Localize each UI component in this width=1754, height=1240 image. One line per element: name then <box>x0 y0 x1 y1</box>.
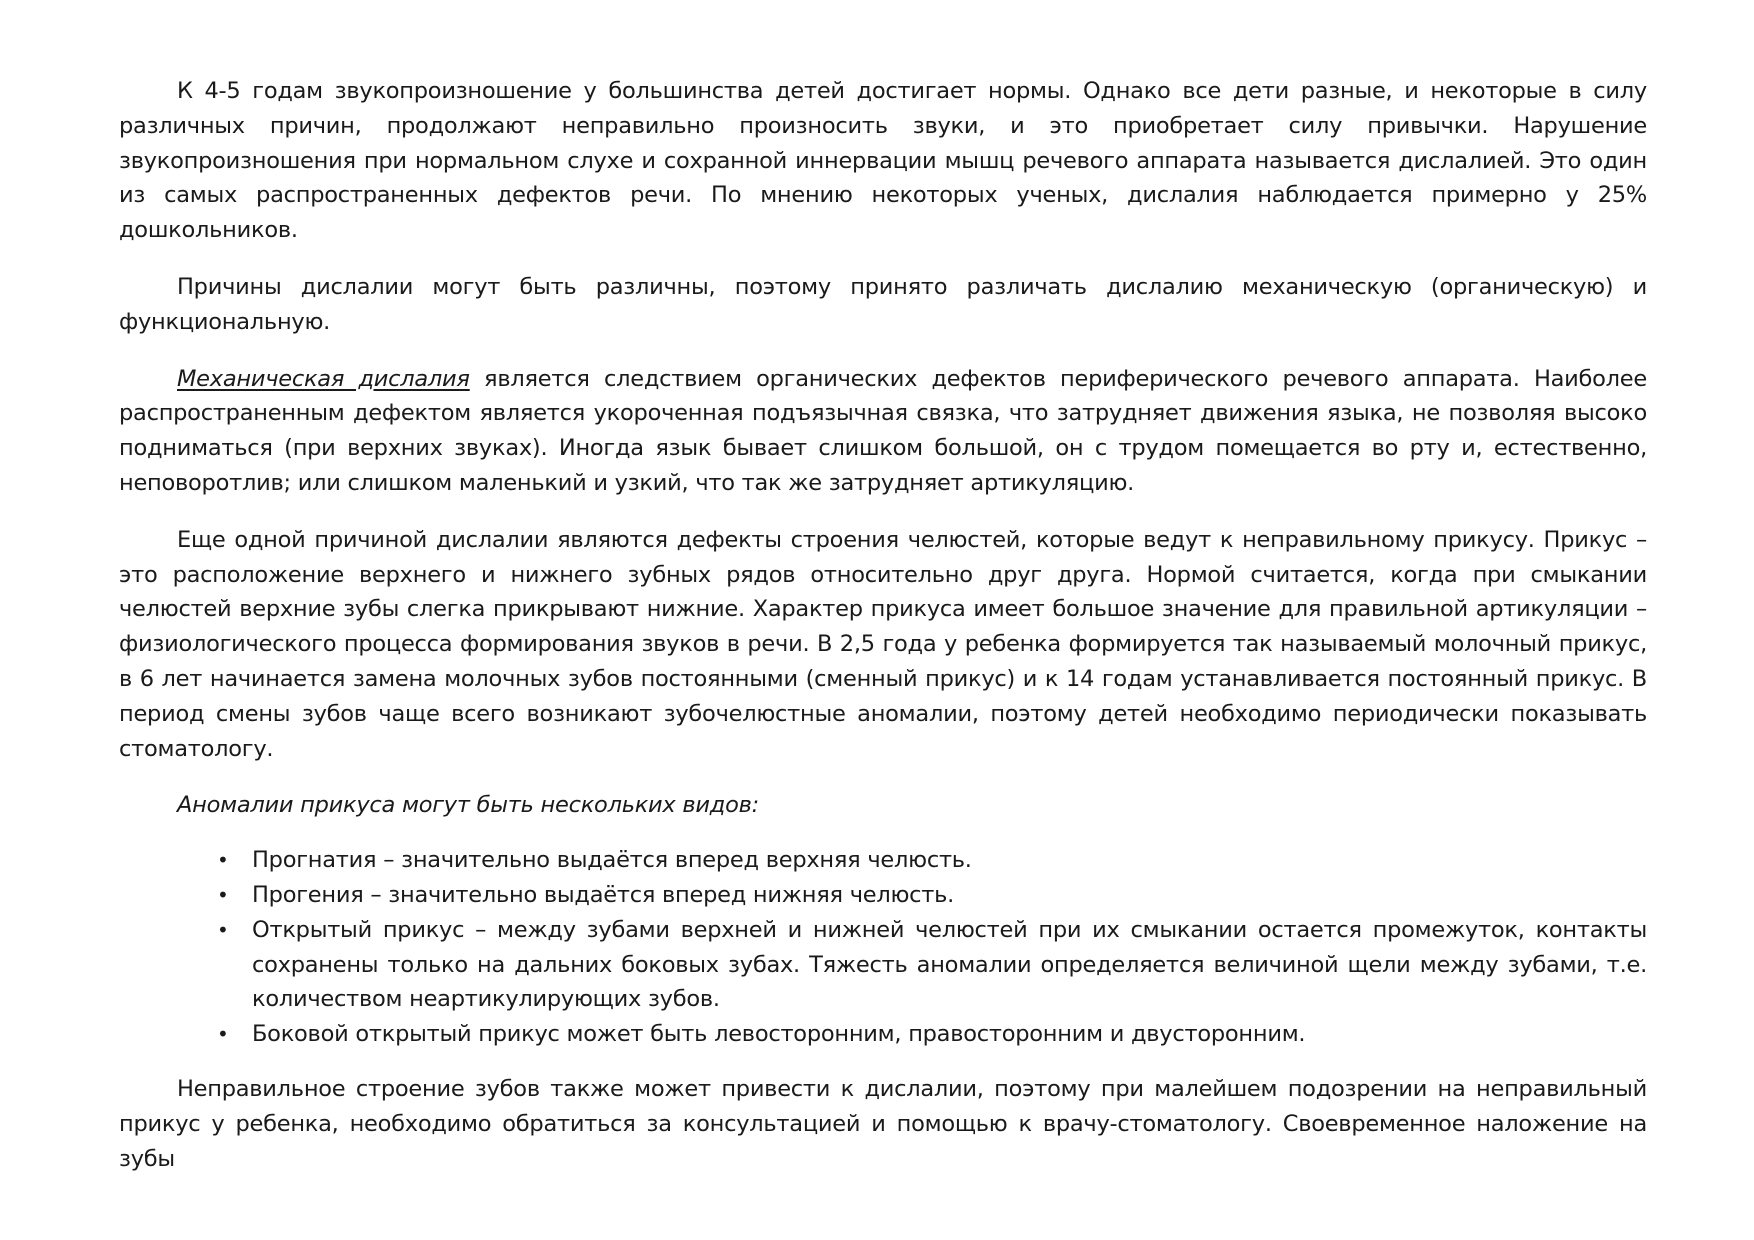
list-item-text: Открытый прикус – между зубами верхней и нижней челюстей при их смыкании остается промежуток, контакты сохранены только на дальних боковых зубах. Тяжесть аномалии определяется величиной щели между зубами, т.е. количеством неартикулирующих зубов. <box>252 916 1647 1013</box>
paragraph-closing: Неправильное строение зубов также может привести к дислалии, поэтому при малейшем подозрении на неправильный прикус у ребенка, необходимо обратиться за консультацией и помощью к врачу-стоматологу. Своевременное наложение на зубы <box>119 1075 1647 1172</box>
list-item-text: Боковой открытый прикус может быть левосторонним, правосторонним и двусторонним. <box>252 1021 1306 1048</box>
list-item-text: Прогнатия – значительно выдаётся вперед верхняя челюсть. <box>252 847 972 874</box>
bullet-icon: • <box>217 917 229 942</box>
bullet-icon: • <box>217 882 229 907</box>
mechanical-dyslalia-text: является следствием органических дефектов периферического речевого аппарата. Наиболее распространенным дефектом является укороченная подъязычная связка, что затрудняет движения языка, не позволяя высоко подниматься (при верхних звуках). Иногда язык бывает слишком большой, он с трудом помещается во рту и, естественно, неповоротлив; или слишком маленький и узкий, что так же затрудняет артикуляцию. <box>119 365 1647 496</box>
document-page <box>119 74 1647 1176</box>
bullet-icon: • <box>217 1022 229 1047</box>
anomalies-heading: Аномалии прикуса могут быть нескольких видов: <box>177 792 759 819</box>
bullet-icon: • <box>217 848 229 873</box>
anomalies-list <box>119 843 1647 1052</box>
list-item <box>119 913 1647 1017</box>
list-item <box>119 1017 1647 1052</box>
list-item-text: Прогения – значительно выдаётся вперед нижняя челюсть. <box>252 881 955 908</box>
list-item <box>119 843 1647 878</box>
list-item <box>119 878 1647 913</box>
paragraph-intro: К 4-5 годам звукопроизношение у большинства детей достигает нормы. Однако все дети разные, и некоторые в силу различных причин, продолжают неправильно произносить звуки, и это приобретает силу привычки. Нарушение звукопроизношения при нормальном слухе и сохранной иннервации мышц речевого аппарата называется дислалией. Это один из самых распространенных дефектов речи. По мнению некоторых ученых, дислалия наблюдается примерно у 25% дошкольников. <box>119 78 1647 244</box>
paragraph-mechanical <box>119 362 1647 501</box>
mechanical-dyslalia-term: Механическая дислалия <box>177 365 470 392</box>
paragraph-jaws: Еще одной причиной дислалии являются дефекты строения челюстей, которые ведут к неправильному прикусу. Прикус – это расположение верхнего и нижнего зубных рядов относительно друг друга. Нормой считается, когда при смыкании челюстей верхние зубы слегка прикрывают нижние. Характер прикуса имеет большое значение для правильной артикуляции – физиологического процесса формирования звуков в речи. В 2,5 года у ребенка формируется так называемый молочный прикус, в 6 лет начинается замена молочных зубов постоянными (сменный прикус) и к 14 годам устанавливается постоянный прикус. В период смены зубов чаще всего возникают зубочелюстные аномалии, поэтому детей необходимо периодически показывать стоматологу. <box>119 526 1647 762</box>
paragraph-causes: Причины дислалии могут быть различны, поэтому принято различать дислалию механическую (органическую) и функциональную. <box>119 273 1647 335</box>
